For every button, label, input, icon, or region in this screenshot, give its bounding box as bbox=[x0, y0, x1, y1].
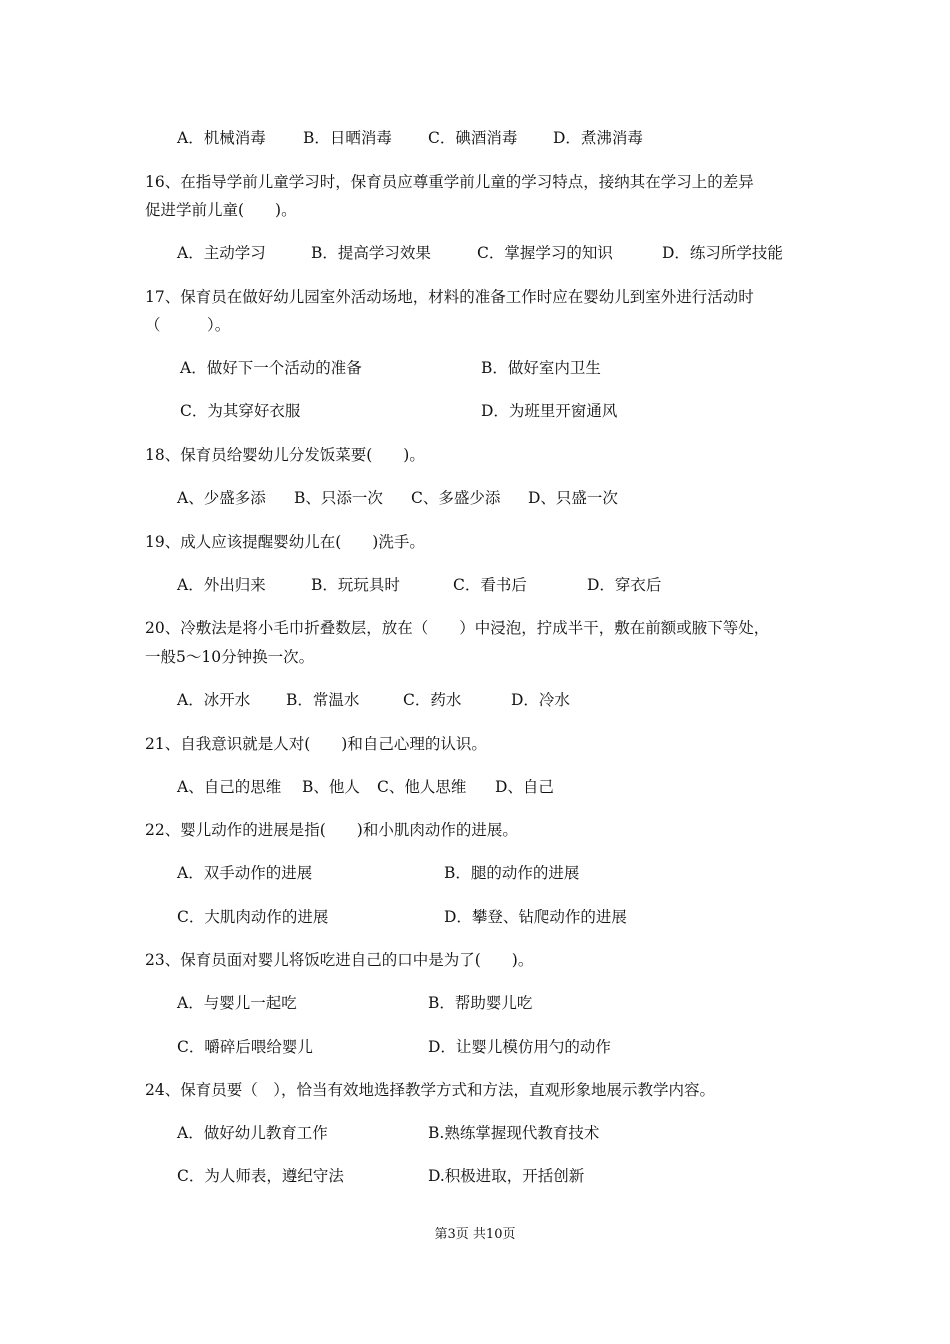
q20-stem-line1: 20、冷敷法是将小毛巾折叠数层，放在（ ）中浸泡，拧成半干，敷在前额或腋下等处， bbox=[145, 619, 770, 637]
q16-option-b: B．提高学习效果 bbox=[311, 244, 431, 262]
q21-option-c: C、他人思维 bbox=[377, 778, 467, 796]
q17-stem-line1: 17、保育员在做好幼儿园室外活动场地，材料的准备工作时应在婴幼儿到室外进行活动时 bbox=[145, 288, 754, 306]
q21-stem: 21、自我意识就是人对( )和自己心理的认识。 bbox=[145, 735, 487, 753]
q17-stem-line2: （ ）。 bbox=[145, 316, 231, 334]
q23-stem: 23、保育员面对婴儿将饭吃进自己的口中是为了( )。 bbox=[145, 951, 534, 969]
q17-option-a: A．做好下一个活动的准备 bbox=[180, 359, 362, 377]
q22-option-d: D．攀登、钻爬动作的进展 bbox=[444, 908, 627, 926]
q22-option-a: A．双手动作的进展 bbox=[177, 864, 313, 882]
q15-option-c: C．碘酒消毒 bbox=[428, 129, 518, 147]
q20-option-a: A．冰开水 bbox=[177, 691, 251, 709]
q19-option-a: A．外出归来 bbox=[177, 576, 266, 594]
q23-option-d: D．让婴儿模仿用勺的动作 bbox=[428, 1038, 611, 1056]
q16-stem-line1: 16、在指导学前儿童学习时，保育员应尊重学前儿童的学习特点，接纳其在学习上的差异 bbox=[145, 173, 754, 191]
q23-option-a: A．与婴儿一起吃 bbox=[177, 994, 297, 1012]
q19-stem: 19、成人应该提醒婴幼儿在( )洗手。 bbox=[145, 533, 425, 551]
q20-option-b: B．常温水 bbox=[286, 691, 360, 709]
q15-option-a: A．机械消毒 bbox=[177, 129, 266, 147]
q24-option-d: D.积极进取，开括创新 bbox=[428, 1167, 585, 1185]
q16-option-a: A．主动学习 bbox=[177, 244, 266, 262]
q24-option-b: B.熟练掌握现代教育技术 bbox=[428, 1124, 600, 1142]
q23-option-c: C．嚼碎后喂给婴儿 bbox=[177, 1038, 313, 1056]
q16-option-c: C．掌握学习的知识 bbox=[477, 244, 613, 262]
q20-option-c: C．药水 bbox=[403, 691, 462, 709]
page-number: 第3页 共10页 bbox=[434, 1227, 516, 1242]
q21-option-b: B、他人 bbox=[302, 778, 360, 796]
q15-option-b: B．日晒消毒 bbox=[303, 129, 392, 147]
q20-option-d: D．冷水 bbox=[511, 691, 570, 709]
q21-option-a: A、自己的思维 bbox=[177, 778, 282, 796]
q19-option-b: B．玩玩具时 bbox=[311, 576, 400, 594]
q21-option-d: D、自己 bbox=[495, 778, 554, 796]
q18-option-b: B、只添一次 bbox=[294, 489, 383, 507]
q20-stem-line2: 一般5～10分钟换一次。 bbox=[145, 648, 315, 666]
q22-option-c: C．大肌肉动作的进展 bbox=[177, 908, 329, 926]
q16-stem-line2: 促进学前儿童( )。 bbox=[145, 201, 297, 219]
q17-option-c: C．为其穿好衣服 bbox=[180, 402, 301, 420]
q24-stem: 24、保育员要（ ），恰当有效地选择教学方式和方法，直观形象地展示教学内容。 bbox=[145, 1081, 715, 1099]
q22-option-b: B．腿的动作的进展 bbox=[444, 864, 580, 882]
q17-option-d: D．为班里开窗通风 bbox=[481, 402, 618, 420]
q15-option-d: D．煮沸消毒 bbox=[553, 129, 643, 147]
q22-stem: 22、婴儿动作的进展是指( )和小肌肉动作的进展。 bbox=[145, 821, 518, 839]
q24-option-c: C．为人师表，遵纪守法 bbox=[177, 1167, 344, 1185]
q23-option-b: B．帮助婴儿吃 bbox=[428, 994, 533, 1012]
q17-option-b: B．做好室内卫生 bbox=[481, 359, 601, 377]
q18-option-d: D、只盛一次 bbox=[528, 489, 618, 507]
q24-option-a: A．做好幼儿教育工作 bbox=[177, 1124, 328, 1142]
q19-option-d: D．穿衣后 bbox=[587, 576, 662, 594]
q18-option-c: C、多盛少添 bbox=[411, 489, 501, 507]
q18-option-a: A、少盛多添 bbox=[177, 489, 266, 507]
q18-stem: 18、保育员给婴幼儿分发饭菜要( )。 bbox=[145, 446, 425, 464]
q16-option-d: D．练习所学技能 bbox=[662, 244, 783, 262]
q19-option-c: C．看书后 bbox=[453, 576, 527, 594]
